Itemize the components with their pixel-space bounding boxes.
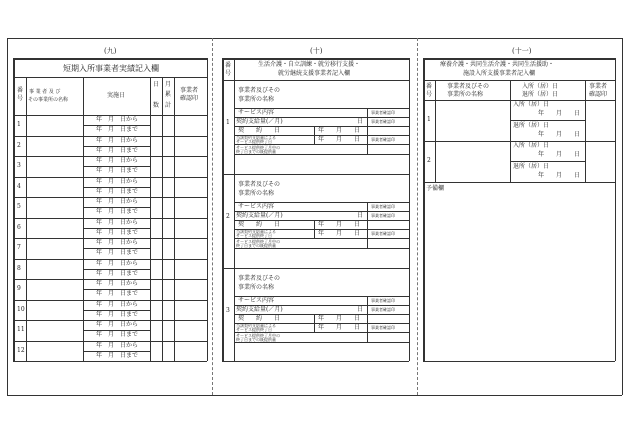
p10-remaining-date: 年 月 日 — [318, 230, 361, 237]
p10-contract-label: 契 約 日 — [238, 315, 281, 322]
p9-hdr-days-2: 数 — [153, 102, 160, 109]
p10-period-label-1: サービス提供終了月中の — [236, 333, 280, 338]
p10-top — [222, 58, 409, 60]
p9-hdr-confirm-1: 事業者 — [180, 87, 199, 94]
p10-service-label: サービス内容 — [238, 297, 275, 304]
p9-row-to: 年 月 日まで — [96, 331, 139, 339]
p10-name-label-2: 事業所の名称 — [238, 284, 275, 291]
p11-row-number: 2 — [427, 157, 431, 164]
p10-left — [222, 58, 224, 361]
p10-confirm-label: 事業者確認印 — [371, 298, 395, 303]
p9-row-number: 7 — [17, 244, 21, 251]
p10-confirm-label: 事業者確認印 — [371, 119, 395, 124]
p10-remaining-label-1: 当該契約支給量による — [236, 135, 276, 140]
p11-left — [423, 58, 425, 361]
p10-date-col — [314, 126, 315, 144]
p10-confirm-col — [367, 202, 368, 248]
p9-row-number: 1 — [17, 121, 21, 128]
p10-confirm-label: 事業者確認印 — [371, 204, 395, 209]
p9-hdr-name-1: 事 業 者 及 び — [29, 89, 61, 95]
p11-hdr-no-1: 番 — [426, 83, 433, 90]
p10-title-2: 就労継続支援事業者記入欄 — [278, 70, 351, 77]
p11-row-mid-line — [510, 161, 585, 162]
p10-confirm-label: 事業者確認印 — [371, 325, 395, 330]
p9-row-to: 年 月 日まで — [96, 146, 139, 154]
p9-row-to: 年 月 日まで — [96, 228, 139, 236]
p9-row-from: 年 月 日から — [96, 300, 139, 308]
p10-remaining-label-2: サービス提供終了日 — [236, 327, 272, 332]
fold-line-1 — [212, 38, 213, 395]
p10-date-col — [314, 220, 315, 238]
p11-entry-label: 入所（居）日 — [513, 142, 550, 149]
p10-service-label: サービス内容 — [238, 203, 275, 210]
p11-col1 — [435, 80, 436, 182]
p10-contract-label: 契 約 日 — [238, 127, 281, 134]
p9-hdr-no-1: 番 — [17, 87, 24, 94]
p9-row-from: 年 月 日から — [96, 157, 139, 164]
p11-hdr-name-2: 事業所の名称 — [447, 91, 484, 98]
p9-row-number: 2 — [17, 141, 21, 149]
p10-block-number: 3 — [226, 307, 230, 314]
p9-row-from: 年 月 日から — [96, 321, 139, 328]
p10-service-label: サービス内容 — [238, 109, 275, 116]
p9-row-to: 年 月 日まで — [96, 167, 139, 175]
p10-hdr-no-1: 番 — [225, 62, 232, 69]
p11-entry-date: 年 月 日 — [538, 151, 581, 158]
p9-row-from: 年 月 日から — [96, 341, 139, 349]
p9-row-from: 年 月 日から — [96, 116, 139, 123]
p10-contract-date: 年 月 日 — [318, 127, 361, 134]
p11-top — [423, 58, 615, 60]
p9-hdr-name-2: その事業所の名称 — [28, 97, 69, 103]
p9-col4 — [162, 77, 163, 361]
p10-line — [234, 342, 409, 343]
p11-reserve-line — [423, 182, 615, 183]
p11-hdr-name-1: 事業者及びその — [447, 83, 490, 90]
page-right-border — [622, 38, 623, 395]
p10-confirm-label: 事業者確認印 — [371, 137, 395, 142]
page-top-border — [7, 38, 622, 39]
p9-hdr-date: 実施日 — [107, 92, 126, 99]
p9-row-to: 年 月 日まで — [96, 208, 139, 216]
p10-name-label-1: 事業者及びその — [238, 87, 281, 94]
p10-block-number: 2 — [226, 213, 230, 220]
page-left-border — [7, 38, 8, 395]
p11-right — [615, 58, 616, 361]
p9-row-from: 年 月 日から — [96, 239, 139, 246]
p10-day-unit: 日 — [357, 118, 364, 125]
p9-hdr-monthly-1: 月 — [165, 81, 172, 88]
p11-entry-date: 年 月 日 — [538, 110, 581, 117]
p11-exit-label: 退所（居）日 — [513, 163, 550, 170]
p9-row-number: 4 — [17, 182, 21, 190]
p10-period-label-2: 終了日までの既提供量 — [236, 243, 276, 248]
p11-col3 — [585, 80, 586, 182]
p10-remaining-label-1: 当該契約支給量による — [236, 323, 276, 328]
p9-row-number: 8 — [17, 264, 21, 272]
p10-line — [234, 248, 409, 249]
p9-row-to: 年 月 日まで — [96, 269, 139, 277]
p9-row-to: 年 月 日まで — [96, 187, 139, 195]
p10-name-label-1: 事業者及びその — [238, 181, 281, 188]
p10-bottom — [222, 361, 409, 362]
p11-entry-label: 入所（居）日 — [513, 101, 550, 108]
p10-remaining-label-1: 当該契約支給量による — [236, 229, 276, 234]
p9-row-to: 年 月 日まで — [96, 351, 139, 359]
p9-hdr-days-1: 日 — [153, 81, 160, 88]
p9-row-from: 年 月 日から — [96, 218, 139, 226]
p10-name-label-2: 事業所の名称 — [238, 96, 275, 103]
p9-row-from: 年 月 日から — [96, 280, 139, 287]
p10-date-col — [314, 314, 315, 332]
p10-confirm-label: 事業者確認印 — [371, 110, 395, 115]
p10-confirm-label: 事業者確認印 — [371, 307, 395, 312]
p9-row-number: 5 — [17, 203, 21, 210]
p9-left — [13, 58, 15, 361]
p10-amount-label: 契約支給量(／月) — [236, 118, 283, 125]
p9-hdr-confirm-2: 確認印 — [180, 95, 199, 102]
p9-row-number: 3 — [17, 162, 21, 169]
p10-title-1: 生活介護・自立訓練・就労移行支援・ — [258, 61, 361, 68]
p9-hdr-monthly-3: 計 — [165, 102, 172, 109]
p9-row-from: 年 月 日から — [96, 198, 139, 205]
p10-hdr-no-2: 号 — [225, 70, 232, 77]
p9-row-number: 10 — [17, 305, 25, 313]
p10-name-label-1: 事業者及びその — [238, 275, 281, 282]
p10-period-label-2: 終了日までの既提供量 — [236, 337, 276, 342]
p10-block-line — [222, 174, 409, 175]
p10-right — [409, 58, 410, 361]
p10-remaining-date: 年 月 日 — [318, 136, 361, 143]
fold-line-2 — [417, 38, 418, 395]
p10-confirm-label: 事業者確認印 — [371, 231, 395, 236]
p9-hdr-no-2: 号 — [17, 95, 24, 102]
p10-name-label-2: 事業所の名称 — [238, 190, 275, 197]
p10-amount-label: 契約支給量(／月) — [236, 306, 283, 313]
p9-col1 — [26, 77, 27, 361]
p9-col5 — [174, 77, 175, 361]
p11-title-2: 施設入所支援事業者記入欄 — [463, 70, 536, 77]
p10-confirm-label: 事業者確認印 — [371, 213, 395, 218]
p9-row-from: 年 月 日から — [96, 136, 139, 144]
p10-period-label-1: サービス提供終了月中の — [236, 239, 280, 244]
p10-remaining-date: 年 月 日 — [318, 324, 361, 331]
section-label-9: (九) — [104, 47, 117, 55]
p9-row-from: 年 月 日から — [96, 259, 139, 267]
p10-contract-label: 契 約 日 — [238, 221, 281, 228]
p11-row-number: 1 — [427, 116, 431, 123]
section-label-11: (十一) — [512, 47, 532, 55]
p9-row-to: 年 月 日まで — [96, 126, 139, 134]
p10-no-col — [234, 58, 235, 361]
p10-header-line — [222, 80, 409, 81]
p9-row-to: 年 月 日まで — [96, 290, 139, 298]
p11-hdr-dates-2: 退所（居）日 — [522, 91, 559, 98]
p9-hdr-monthly-2: 累 — [165, 91, 172, 98]
p9-top — [13, 58, 207, 60]
p9-row-number: 9 — [17, 285, 21, 292]
p11-row-mid-line — [510, 120, 585, 121]
p10-day-unit: 日 — [357, 306, 364, 313]
p11-reserve-label: 予備欄 — [426, 185, 445, 192]
p11-hdr-confirm-1: 事業者 — [589, 83, 608, 90]
p11-exit-label: 退所（居）日 — [513, 122, 550, 129]
p10-day-unit: 日 — [357, 212, 364, 219]
p10-contract-date: 年 月 日 — [318, 315, 361, 322]
p10-amount-label: 契約支給量(／月) — [236, 212, 283, 219]
p10-contract-date: 年 月 日 — [318, 221, 361, 228]
p11-col2 — [510, 80, 511, 182]
p9-right — [207, 58, 208, 361]
p11-hdr-confirm-2: 確認印 — [589, 91, 608, 98]
p11-exit-date: 年 月 日 — [538, 172, 581, 179]
p9-row-to: 年 月 日まで — [96, 249, 139, 257]
p9-col3 — [150, 77, 151, 361]
p10-period-label-2: 終了日までの既提供量 — [236, 149, 276, 154]
p11-title-1: 療養介護・共同生活介護・共同生活援助・ — [440, 61, 555, 68]
p9-title-line — [13, 77, 207, 78]
p10-block-number: 1 — [226, 119, 230, 126]
p11-hdr-dates-1: 入所（居）日 — [522, 83, 559, 90]
p9-bottom — [13, 361, 207, 362]
p9-row-number: 12 — [17, 346, 25, 354]
p9-row-to: 年 月 日まで — [96, 310, 139, 318]
p9-row-number: 6 — [17, 223, 21, 231]
p10-block-line — [222, 268, 409, 269]
p10-line — [234, 154, 409, 155]
p9-row-number: 11 — [17, 326, 25, 333]
p11-exit-date: 年 月 日 — [538, 131, 581, 138]
p10-period-label-1: サービス提供終了月中の — [236, 145, 280, 150]
p10-confirm-col — [367, 108, 368, 154]
p9-title: 短期入所事業者実績記入欄 — [63, 64, 159, 73]
page-bottom-border — [7, 395, 622, 396]
p11-hdr-no-2: 号 — [426, 91, 433, 98]
p11-bottom — [423, 361, 615, 362]
p9-row-from: 年 月 日から — [96, 177, 139, 185]
p10-remaining-label-2: サービス提供終了日 — [236, 139, 272, 144]
p10-remaining-label-2: サービス提供終了日 — [236, 233, 272, 238]
section-label-10: (十) — [310, 47, 323, 55]
p10-confirm-col — [367, 296, 368, 342]
p11-title-line — [423, 80, 615, 81]
p9-col2 — [83, 77, 84, 361]
